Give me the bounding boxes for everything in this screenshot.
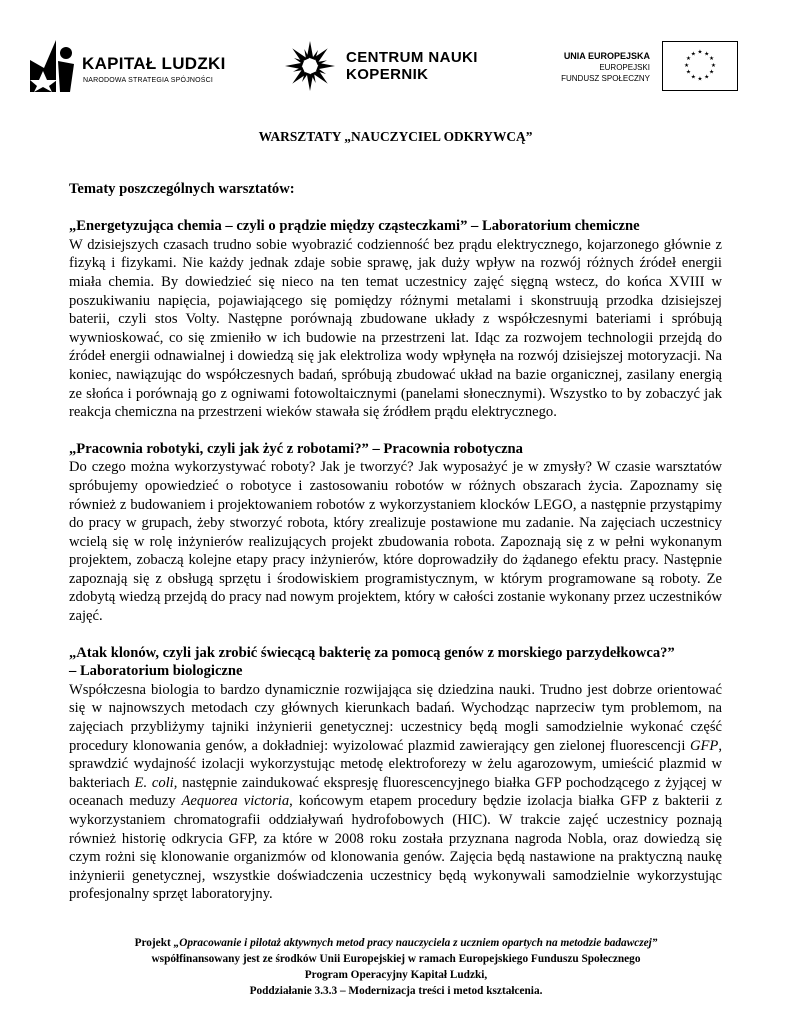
svg-text:★: ★ <box>708 69 715 76</box>
svg-text:★: ★ <box>708 56 715 63</box>
unia-line1: UNIA EUROPEJSKA <box>563 51 650 61</box>
footer-line1 <box>60 935 732 951</box>
centrum-nauki-line2: KOPERNIK <box>346 66 429 83</box>
svg-text:★: ★ <box>690 74 696 81</box>
footer-line2: współfinansowany jest ze środków Unii Europejskiej w ramach Europejskiego Funduszu Społecznego <box>151 953 641 965</box>
biology-term-ecoli: E. coli <box>134 774 174 791</box>
biology-text-2: , sprawdzić wydajność izolacji wykorzystując metodę elektroforezy w żelu agarozowym, umieścić plazmid w bakteriach <box>69 737 722 791</box>
svg-text:★: ★ <box>685 69 692 76</box>
kapital-ludzki-logo <box>30 38 240 98</box>
unia-line2: EUROPEJSKI <box>599 63 650 72</box>
section-heading-biology: „Atak klonów, czyli jak zrobić świecącą bakterię za pomocą genów z morskiego parzydełkowca?” <box>69 644 675 661</box>
svg-text:★: ★ <box>704 51 710 58</box>
svg-text:★: ★ <box>683 62 690 69</box>
centrum-nauki-line1: CENTRUM NAUKI <box>346 49 478 66</box>
document-body <box>69 120 722 904</box>
footer-line4: Poddziałanie 3.3.3 – Modernizacja treści i metod kształcenia. <box>249 985 543 997</box>
centrum-nauki-kopernik-logo-icon <box>284 40 336 92</box>
eu-flag-icon <box>662 41 738 91</box>
page-footer <box>60 935 732 999</box>
topics-heading: Tematy poszczególnych warsztatów: <box>69 180 295 197</box>
header-logos <box>30 38 730 98</box>
section-heading-biology-lab: – Laboratorium biologiczne <box>69 663 243 680</box>
footer-prefix: Projekt <box>134 937 174 949</box>
svg-text:★: ★ <box>697 76 703 83</box>
page-title: WARSZTATY „NAUCZYCIEL ODKRYWCĄ” <box>258 129 533 144</box>
kapital-ludzki-title: KAPITAŁ LUDZKI <box>82 54 226 73</box>
kapital-ludzki-subtitle: NARODOWA STRATEGIA SPÓJNOŚCI <box>83 77 214 84</box>
section-body-robotics: Do czego można wykorzystywać roboty? Jak je tworzyć? Jak wyposażyć je w zmysły? W czasie warsztatów spróbujemy opowiedzieć o robotyce i zastosowaniu robotów w różnych obszarach życia. Zapoznamy się również z budowaniem i projektowaniem robotów z wykorzystaniem klocków LEGO, a następnie przystąpimy do pracy w grupach, żeby stworzyć robota, który zrealizuje postawione mu zadanie. Na zajęciach uczestnicy wcielą się w rolę inżynierów realizujących projekt zbudowania robota. Zapoznają się z w pełni wykonanym projektem, zobaczą kolejne etapy pracy inżynierów, które doprowadziły do żądanego efektu pracy. Następnie zapoznają się z obsługą sprzętu i środowiskiem programistycznym, w którym programowane są roboty. Ze zdobytą wiedzą przejdą do pracy nad nowym projektem, który w całości zostanie wykonany przez uczestników zajęć. <box>69 459 722 625</box>
biology-term-aequorea: Aequorea victoria <box>181 793 290 810</box>
section-heading-robotics: „Pracownia robotyki, czyli jak żyć z robotami?” – Pracownia robotyczna <box>69 440 523 457</box>
section-body-chemistry: W dzisiejszych czasach trudno sobie wyobrazić codzienność bez prądu elektrycznego, kojarzonego głównie z fizyką i fizykami. Nie każdy jednak zdaje sobie sprawę, jak duży wpływ na rozwój różnych źródeł energii miała chemia. By dowiedzieć się nieco na ten temat uczestnicy zajęć sięgną wstecz, do końca XVIII w poszukiwaniu napięcia, pojawiającego się pomiędzy różnymi metalami i skonstruują przodka dzisiejszej baterii, czyli stos Volty. Następne porównają zbudowane układy z współczesnymi bateriami i spróbują wywnioskować, co się zmieniło w ich budowie na przestrzeni lat. Idąc za rozwojem technologii przejdą do źródeł energii odnawialnej i dowiedzą się jak elektroliza wody wpłynęła na rozwój dzisiejszej motoryzacji. Na koniec, nawiązując do współczesnych badań, spróbują zbudować układ na bazie organicznej, zasilany energią ze słońca i porównają go z ogniwami fotowoltaicznymi (panelami słonecznymi). Wszystko to by zobaczyć jak reakcja chemiczna na przestrzeni wieków stawała się źródłem prądu elektrycznego. <box>69 236 722 421</box>
centrum-nauki-logo <box>284 38 504 98</box>
svg-text:★: ★ <box>685 56 692 63</box>
kapital-ludzki-logo-icon <box>30 40 74 92</box>
svg-text:★: ★ <box>690 51 696 58</box>
svg-text:★: ★ <box>710 62 717 69</box>
unia-europejska-text <box>561 51 650 84</box>
section-heading-chemistry: „Energetyzująca chemia – czyli o prądzie między cząsteczkami” – Laboratorium chemiczne <box>69 218 640 235</box>
footer-line3: Program Operacyjny Kapitał Ludzki, <box>304 969 488 981</box>
biology-term-gfp: GFP <box>689 737 719 754</box>
section-body-biology <box>69 681 722 904</box>
biology-text-4: , końcowym etapem procedury będzie izolacja białka GFP z bakterii z wykorzystaniem chromatografii oddziaływań hydrofobowych (HIC). W trakcie zajęć uczestnicy poznają również historię odkrycia GFP, za które w 2008 roku została przyznana nagroda Nobla, oraz dowiedzą się czym rożni się klonowanie organizmów od klonowania genów. Zajęcia będą nastawione na praktyczną naukę inżynierii genetycznej, wszystkie doświadczenia uczestnicy będą wykonywali samodzielnie wykorzystując profesjonalny sprzęt laboratoryjny. <box>69 793 722 903</box>
svg-text:★: ★ <box>697 49 703 56</box>
unia-europejska-logo <box>528 38 738 98</box>
svg-text:★: ★ <box>704 74 710 81</box>
biology-text-3: , następnie zaindukować ekspresję fluorescencyjnego białka GFP pochodzącego z żyjącej w oceanach meduzy <box>69 774 722 810</box>
biology-text-1: Współczesna biologia to bardzo dynamicznie rozwijająca się dziedzina nauki. Trudno jest dobrze orientować się w najnowszych metodach czy głównych kierunkach badań. Wychodząc naprzeciw tym problemom, na zajęciach przybliżymy tajniki inżynierii genetycznej: uczestnicy będą mogli samodzielnie wykonać część procedury klonowania genów, a dokładniej: wyizolować plazmid zawierający gen zielonej fluorescencji <box>69 681 722 754</box>
unia-line3: FUNDUSZ SPOŁECZNY <box>561 74 650 83</box>
footer-project-name: „Opracowanie i pilotaż aktywnych metod pracy nauczyciela z uczniem opartych na metodzie badawczej” <box>173 937 658 949</box>
